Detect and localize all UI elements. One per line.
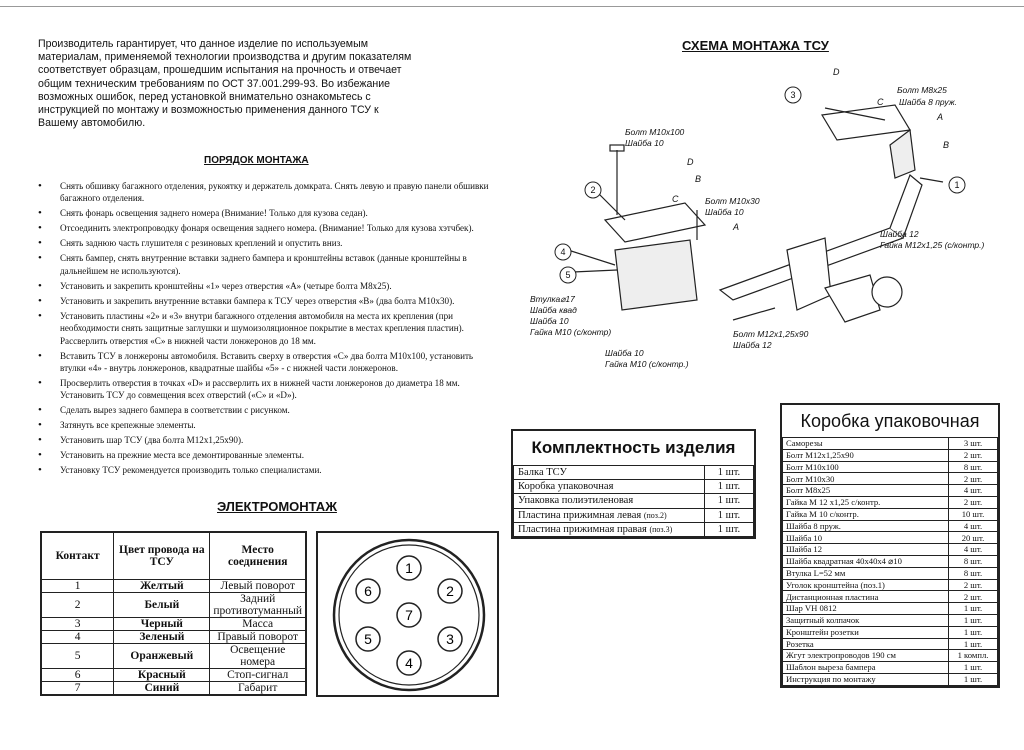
label-nut-m12-a: Гайка М12х1,25 (с/контр.) (880, 240, 985, 250)
position-number: 5 (565, 270, 571, 280)
pack-item-qty: 3 шт. (949, 438, 998, 450)
label-washer10-b: Шайба 10 (705, 207, 744, 217)
intro-line: возможных ошибок, перед установкой внимательно ознакомьтесь с (38, 90, 371, 103)
pack-item-name: Дистанционная пластина (783, 591, 949, 603)
wire-color: Желтый (114, 580, 210, 593)
contact-number: 2 (41, 593, 114, 618)
plug-pin-number: 3 (446, 631, 454, 647)
intro-line: Производитель гарантирует, что данное изделие по используемым (38, 38, 368, 50)
wiring-row (41, 580, 306, 593)
kit-contents-box (511, 429, 756, 539)
intro-line: материалам, применяемой технологии производства и другим показателям (38, 51, 412, 64)
connection-place: Правый поворот (210, 631, 306, 644)
leader-1 (920, 178, 943, 182)
plug-svg (318, 533, 497, 695)
pack-item-name: Шайба 12 (783, 544, 949, 556)
label-washer-square: Шайба квад (530, 305, 577, 315)
packing-box (780, 403, 1000, 688)
label-washer10-c: Шайба 10 (530, 316, 569, 326)
plug-diagram (316, 531, 499, 697)
letter-b-1: B (943, 140, 950, 150)
tow-ball (872, 277, 902, 307)
wiring-row (41, 682, 306, 696)
pack-item-qty: 1 шт. (949, 626, 998, 638)
plug-pin-number: 1 (405, 560, 413, 576)
pack-row (783, 603, 998, 615)
assembly-step: • Вставить ТСУ в лонжероны автомобиля. Вставить сверху в отверстия «С» два болта М10х100, установить втулки «4» - внутрь лонжеронов, квадратные шайбы «5» - с нижней части лонжеронов. (38, 350, 490, 375)
connection-place: Освещение номера (210, 644, 306, 669)
intro-line: соответствует образцам, прошедшим испытания на прочность и отвечает (38, 64, 402, 77)
kit-item-cell (514, 508, 705, 522)
wire-color: Оранжевый (114, 644, 210, 669)
kit-item-name: Пластина прижимная правая (518, 523, 647, 535)
pack-item-name: Болт М8х25 (783, 485, 949, 497)
header-contact: Контакт (41, 532, 114, 580)
header-place: Место соединения (210, 532, 306, 580)
wiring-row (41, 618, 306, 631)
pack-item-qty: 2 шт. (949, 591, 998, 603)
kit-item-name: Балка ТСУ (518, 467, 567, 479)
kit-title: Комплектность изделия (531, 438, 736, 457)
pack-item-qty: 10 шт. (949, 508, 998, 520)
pack-row (783, 591, 998, 603)
assembly-step: • Снять заднюю часть глушителя с резиновых креплений и опустить вниз. (38, 237, 490, 249)
contact-number: 1 (41, 580, 114, 593)
leader-4 (568, 250, 615, 265)
pack-item-qty: 1 шт. (949, 673, 998, 685)
plug-pin-number: 5 (364, 631, 372, 647)
pack-row (783, 508, 998, 520)
wire-color: Синий (114, 682, 210, 696)
position-number: 2 (590, 185, 596, 195)
pack-table (782, 437, 998, 686)
top-border (0, 6, 1024, 7)
intro-line: инструкцией по монтажу и возможностью применения данного ТСУ к (38, 104, 379, 117)
pack-item-qty: 1 шт. (949, 603, 998, 615)
label-washer12-b: Шайба 12 (733, 340, 772, 350)
connection-place: Стоп-сигнал (210, 669, 306, 682)
pack-row (783, 532, 998, 544)
bracket-1 (890, 130, 915, 178)
scheme-title: СХЕМА МОНТАЖА ТСУ (682, 38, 829, 53)
wiring-row (41, 631, 306, 644)
warranty-text (38, 38, 484, 130)
assembly-step: • Отсоединить электропроводку фонаря освещения заднего номера. (Внимание! Только для кузова хэтчбек). (38, 222, 490, 234)
contact-number: 4 (41, 631, 114, 644)
label-bolt-m12: Болт М12х1,25х90 (733, 329, 809, 339)
wire-color: Белый (114, 593, 210, 618)
wiring-row (41, 644, 306, 669)
wire-color: Зеленый (114, 631, 210, 644)
pack-item-name: Защитный колпачок (783, 614, 949, 626)
label-nut-m10-a: Гайка М10 (с/контр) (530, 327, 612, 337)
pack-item-qty: 2 шт. (949, 473, 998, 485)
pack-item-name: Жгут электропроводов 190 см (783, 650, 949, 662)
pack-item-name: Саморезы (783, 438, 949, 450)
assembly-step: • Установить на прежние места все демонтированные элементы. (38, 449, 490, 461)
kit-item-qty: 1 шт. (705, 494, 754, 508)
plug-pin-number: 4 (405, 655, 413, 671)
label-sleeve: Втулка⌀17 (530, 294, 575, 304)
pack-item-qty: 1 шт. (949, 638, 998, 650)
kit-row (514, 480, 754, 494)
pack-title: Коробка упаковочная (800, 411, 980, 431)
label-washer10-a: Шайба 10 (625, 138, 664, 148)
connection-place: Габарит (210, 682, 306, 696)
pack-item-name: Гайка М 10 с/контр. (783, 508, 949, 520)
pack-item-name: Инструкция по монтажу (783, 673, 949, 685)
pack-item-qty: 1 шт. (949, 614, 998, 626)
kit-table (513, 465, 754, 537)
pack-row (783, 662, 998, 674)
pack-row (783, 438, 998, 450)
kit-item-name: Пластина прижимная левая (518, 509, 642, 521)
label-bolt-m8: Болт М8х25 (897, 85, 947, 95)
label-washer10-d: Шайба 10 (605, 348, 644, 358)
pack-row (783, 626, 998, 638)
mounting-scheme-drawing (525, 60, 1015, 390)
letter-d-2: D (687, 157, 694, 167)
plug-pin-number: 2 (446, 583, 454, 599)
pack-row (783, 650, 998, 662)
pack-item-name: Шар VH 0812 (783, 603, 949, 615)
kit-row (514, 508, 754, 522)
assembly-step: • Снять бампер, снять внутренние вставки заднего бампера и кронштейны вставок (данные кронштейны в дальнейшем не используются). (38, 252, 490, 277)
pack-row (783, 614, 998, 626)
letter-d-1: D (833, 67, 840, 77)
assembly-step: • Просверлить отверстия в точках «D» и рассверлить их в нижней части лонжеронов до диаметра 18 мм. Установить ТСУ до совмещения всех отверстий («С» и «D»). (38, 377, 490, 402)
pack-item-qty: 2 шт. (949, 449, 998, 461)
connection-place: Задний противотуманный (210, 593, 306, 618)
connection-place: Левый поворот (210, 580, 306, 593)
pack-row (783, 579, 998, 591)
pack-item-name: Болт М12х1,25х90 (783, 449, 949, 461)
label-bolt-m10x100: Болт М10х100 (625, 127, 685, 137)
pack-item-name: Кронштейн розетки (783, 626, 949, 638)
pack-item-qty: 8 шт. (949, 555, 998, 567)
wiring-row (41, 669, 306, 682)
pack-row (783, 520, 998, 532)
kit-item-note: (поз.3) (649, 524, 673, 534)
pack-item-name: Шайба 10 (783, 532, 949, 544)
pack-item-qty: 20 шт. (949, 532, 998, 544)
pack-item-qty: 1 шт. (949, 662, 998, 674)
letter-c-2: C (672, 194, 679, 204)
wiring-table (40, 531, 307, 696)
kit-row (514, 522, 754, 536)
bolt-m12 (733, 308, 775, 320)
pack-item-name: Шаблон выреза бампера (783, 662, 949, 674)
pack-item-name: Болт М10х100 (783, 461, 949, 473)
hitch-bracket (787, 238, 831, 310)
pack-row (783, 449, 998, 461)
position-number: 1 (954, 180, 960, 190)
pack-item-name: Втулка L=52 мм (783, 567, 949, 579)
pack-item-name: Шайба квадратная 40х40х4 ⌀10 (783, 555, 949, 567)
plate-2 (605, 203, 705, 242)
letter-c-1: C (877, 97, 884, 107)
wire-color: Красный (114, 669, 210, 682)
connection-place: Масса (210, 618, 306, 631)
pack-row (783, 555, 998, 567)
kit-row (514, 466, 754, 480)
assembly-step: • Сделать вырез заднего бампера в соответствии с рисунком. (38, 404, 490, 416)
contact-number: 5 (41, 644, 114, 669)
kit-item-cell (514, 466, 705, 480)
kit-item-cell (514, 522, 705, 536)
pack-row (783, 485, 998, 497)
kit-item-qty: 1 шт. (705, 480, 754, 494)
kit-item-cell (514, 494, 705, 508)
assembly-title: ПОРЯДОК МОНТАЖА (204, 155, 309, 166)
pack-item-qty: 2 шт. (949, 579, 998, 591)
longeron-left (615, 240, 697, 310)
assembly-step: • Затянуть все крепежные элементы. (38, 419, 490, 431)
kit-row (514, 494, 754, 508)
position-number: 3 (790, 90, 796, 100)
pack-item-qty: 4 шт. (949, 544, 998, 556)
pack-row (783, 567, 998, 579)
kit-item-cell (514, 480, 705, 494)
kit-item-qty: 1 шт. (705, 522, 754, 536)
pack-row (783, 673, 998, 685)
header-color: Цвет провода на ТСУ (114, 532, 210, 580)
pack-item-name: Гайка М 12 х1,25 с/контр. (783, 496, 949, 508)
wire-color: Черный (114, 618, 210, 631)
pack-row (783, 638, 998, 650)
assembly-step: • Установить пластины «2» и «3» внутри багажного отделения автомобиля на места их крепления (при необходимости снять защитные заглушки и шумоизоляционное покрытие в местах крепления пластин). Рассверлить отверстия «С» в нижней части лонжеронов до 18 мм. (38, 310, 490, 347)
assembly-steps (38, 180, 490, 479)
pack-row (783, 473, 998, 485)
pack-item-qty: 4 шт. (949, 520, 998, 532)
pack-item-qty: 8 шт. (949, 567, 998, 579)
label-nut-m10-b: Гайка М10 (с/контр.) (605, 359, 689, 369)
wiring-row (41, 593, 306, 618)
kit-item-name: Коробка упаковочная (518, 481, 614, 493)
label-bolt-m10x30: Болт М10х30 (705, 196, 760, 206)
kit-item-name: Упаковка полиэтиленовая (518, 495, 634, 507)
pack-item-qty: 8 шт. (949, 461, 998, 473)
pack-item-qty: 4 шт. (949, 485, 998, 497)
ball-neck (825, 275, 880, 322)
position-number: 4 (560, 247, 566, 257)
contact-number: 6 (41, 669, 114, 682)
label-washer12-a: Шайба 12 (880, 229, 919, 239)
assembly-step: • Снять обшивку багажного отделения, рукоятку и держатель домкрата. Снять левую и правую панели обшивки багажного отделения. (38, 180, 490, 205)
assembly-step: • Установить и закрепить внутренние вставки бампера к ТСУ через отверстия «В» (два болта М10х30). (38, 295, 490, 307)
intro-line: Вашему автомобилю. (38, 117, 146, 130)
assembly-step: • Установку ТСУ рекомендуется производить только специалистами. (38, 464, 490, 476)
plug-pin-number: 7 (405, 607, 413, 623)
pack-item-name: Шайба 8 пруж. (783, 520, 949, 532)
electric-title: ЭЛЕКТРОМОНТАЖ (217, 499, 337, 514)
kit-item-note: (поз.2) (643, 510, 667, 520)
pack-row (783, 496, 998, 508)
letter-a-2: A (733, 222, 740, 232)
contact-number: 7 (41, 682, 114, 696)
assembly-step: • Установить шар ТСУ (два болта М12х1,25х90). (38, 434, 490, 446)
pack-item-name: Уголок кронштейна (поз.1) (783, 579, 949, 591)
intro-line: общим техническим требованиям по ОСТ 37.001.299-93. Во избежание (38, 77, 391, 90)
letter-b-2: B (695, 174, 702, 184)
assembly-step: • Установить и закрепить кронштейны «1» через отверстия «А» (четыре болта М8х25). (38, 280, 490, 292)
pack-item-qty: 1 компл. (949, 650, 998, 662)
kit-item-qty: 1 шт. (705, 466, 754, 480)
contact-number: 3 (41, 618, 114, 631)
pack-item-qty: 2 шт. (949, 496, 998, 508)
pack-item-name: Розетка (783, 638, 949, 650)
assembly-step: • Снять фонарь освещения заднего номера (Внимание! Только для кузова седан). (38, 207, 490, 219)
wiring-header-row (41, 532, 306, 580)
kit-item-qty: 1 шт. (705, 508, 754, 522)
pack-row (783, 544, 998, 556)
pack-item-name: Болт М10х30 (783, 473, 949, 485)
letter-a-1: A (937, 112, 944, 122)
pack-row (783, 461, 998, 473)
label-washer8: Шайба 8 пруж. (899, 97, 957, 107)
plug-pin-number: 6 (364, 583, 372, 599)
leader-5 (573, 270, 617, 272)
